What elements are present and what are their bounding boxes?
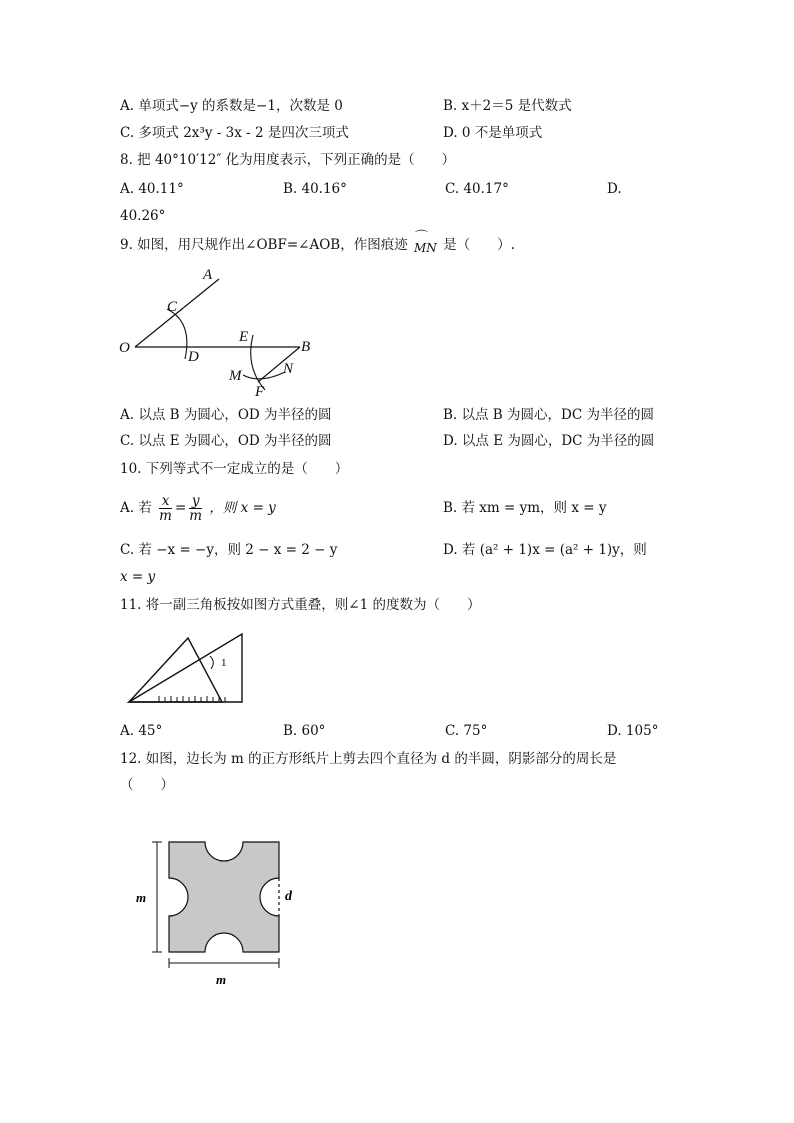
label-d: d [285, 889, 292, 904]
q8-option-d-value: 40.26° [120, 208, 166, 224]
q9-stem-start: 9. 如图，用尺规作出∠OBF=∠AOB，作图痕迹 [120, 237, 408, 253]
q10-option-d-continued: x = y [120, 569, 156, 585]
q7-option-a: A. 单项式−y 的系数是−1，次数是 0 [120, 98, 343, 114]
q10-option-a: A. 若 $\frac{x}{m}$ = $\frac{y}{m}$ ，则 x = y [120, 493, 276, 524]
arc-cd [167, 309, 187, 359]
segment-bf [258, 347, 300, 382]
q9-option-a: A. 以点 B 为圆心，OD 为半径的圆 [120, 407, 332, 423]
q11-option-b: B. 60° [283, 723, 326, 739]
q9-option-d: D. 以点 E 为圆心，DC 为半径的圆 [443, 433, 655, 449]
q9-figure [115, 262, 325, 402]
q12-figure [130, 838, 305, 988]
label-a: A [203, 267, 213, 283]
label-b: B [301, 339, 311, 355]
label-o: O [119, 340, 130, 356]
fraction-x-over-m: $\frac{x}{m}$ [159, 493, 172, 524]
q8-option-c: C. 40.17° [445, 181, 509, 197]
q8-option-a: A. 40.11° [120, 181, 184, 197]
q8-option-d-letter: D. [607, 181, 622, 197]
q12-answer-paren: （ ） [120, 777, 174, 793]
q11-option-a: A. 45° [120, 723, 163, 739]
triangle-30 [129, 638, 222, 702]
q11-figure [125, 632, 247, 706]
angle-1-arc [210, 656, 213, 669]
q10-option-c: C. 若 −x = −y，则 2 − x = 2 − y [120, 542, 338, 558]
arc-mn [243, 372, 285, 379]
q10-stem: 10. 下列等式不一定成立的是（ ） [120, 461, 349, 477]
q8-stem: 8. 把 40°10′12″ 化为用度表示，下列正确的是（ ） [120, 152, 456, 168]
q10-option-b: B. 若 xm = ym，则 x = y [443, 500, 607, 516]
ruler-ticks [159, 696, 225, 702]
label-f: F [255, 384, 265, 400]
q9-stem [120, 230, 515, 255]
label-d: D [188, 349, 199, 365]
q11-option-d: D. 105° [607, 723, 659, 739]
q11-stem: 11. 将一副三角板按如图方式重叠，则∠1 的度数为（ ） [120, 597, 481, 613]
label-n: N [283, 361, 294, 377]
label-e: E [239, 329, 249, 345]
label-left-m: m [136, 890, 147, 905]
shaded-region [169, 842, 279, 952]
q9-option-b: B. 以点 B 为圆心，DC 为半径的圆 [443, 407, 654, 423]
label-c: C [167, 299, 178, 315]
label-bottom-m: m [216, 972, 227, 987]
q9-stem-end: 是（ ）. [443, 237, 515, 253]
q11-option-c: C. 75° [445, 723, 488, 739]
q7-option-b: B. x＋2＝5 是代数式 [443, 98, 572, 114]
q7-option-d: D. 0 不是单项式 [443, 125, 543, 141]
q12-stem: 12. 如图，边长为 m 的正方形纸片上剪去四个直径为 d 的半圆，阴影部分的周长是 [120, 751, 617, 767]
q7-option-c: C. 多项式 2x³y - 3x - 2 是四次三项式 [120, 125, 349, 141]
q10-option-d: D. 若 (a² + 1)x = (a² + 1)y，则 [443, 542, 647, 558]
q9-option-c: C. 以点 E 为圆心，OD 为半径的圆 [120, 433, 332, 449]
angle-1-label: 1 [221, 657, 227, 669]
q8-option-b: B. 40.16° [283, 181, 347, 197]
arc-mn-symbol: ⌒ MN [414, 230, 437, 255]
label-m: M [229, 368, 242, 384]
fraction-y-over-m: $\frac{y}{m}$ [189, 493, 203, 524]
